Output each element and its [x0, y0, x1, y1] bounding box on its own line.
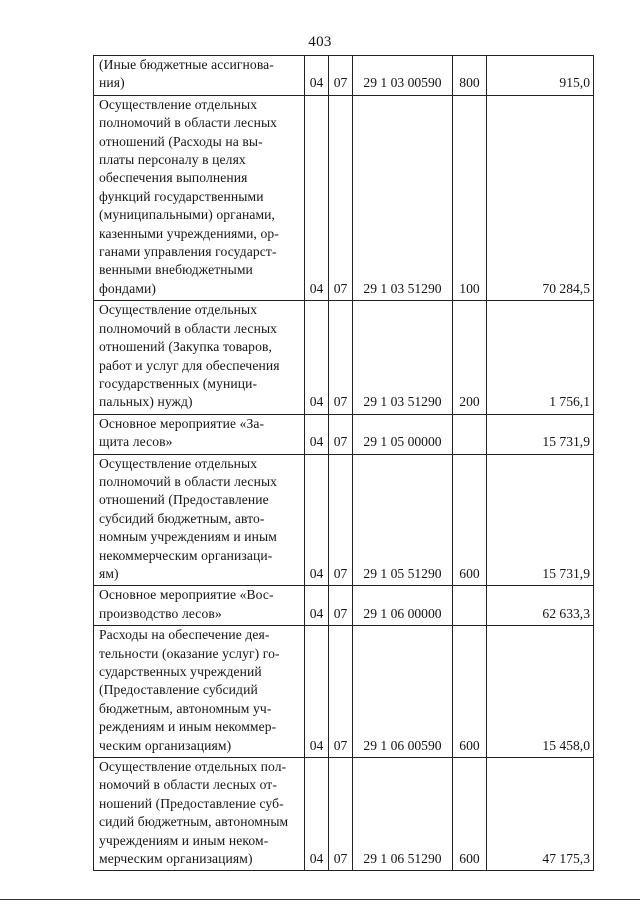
- table-row: [94, 454, 594, 586]
- item-name-line: ческим организациям): [99, 737, 232, 753]
- expense-type-cell: 600: [453, 758, 487, 871]
- expense-type-cell: [453, 414, 487, 454]
- item-name-line: тельности (оказание услуг) го-: [99, 645, 280, 661]
- budget-table-body: [94, 56, 594, 871]
- razdel-cell: 04: [305, 454, 329, 586]
- item-name-line: отношений (Закупка товаров,: [99, 339, 272, 355]
- item-name-line: (муниципальными) органами,: [99, 207, 276, 223]
- item-name-line: полномочий в области лесных: [99, 473, 278, 489]
- podrazdel-cell: 07: [329, 301, 353, 414]
- item-name-line: ния): [99, 75, 125, 91]
- item-name-line: государственных (муници-: [99, 375, 258, 391]
- item-name-line: щита лесов»: [99, 434, 173, 450]
- item-name-line: Осуществление отдельных: [99, 302, 258, 318]
- amount-cell: 70 284,5: [487, 95, 594, 300]
- podrazdel-cell: 07: [329, 56, 353, 96]
- item-name-line: реждениям и иным некоммер-: [99, 719, 277, 735]
- target-article-cell: 29 1 03 00590: [353, 56, 453, 96]
- expense-type-cell: 100: [453, 95, 487, 300]
- item-name-line: полномочий в области лесных: [99, 320, 278, 336]
- item-name-line: функций государственными: [99, 188, 264, 204]
- amount-cell: 62 633,3: [487, 586, 594, 626]
- item-name-line: ганами управления государст-: [99, 244, 277, 260]
- amount-cell: 15 458,0: [487, 626, 594, 758]
- item-name-line: казенными учреждениями, ор-: [99, 225, 279, 241]
- table-row: [94, 626, 594, 758]
- item-name-line: сидий бюджетным, автономным: [99, 814, 289, 830]
- expense-type-cell: 800: [453, 56, 487, 96]
- podrazdel-cell: 07: [329, 95, 353, 300]
- item-name-line: Расходы на обеспечение дея-: [99, 627, 270, 643]
- razdel-cell: 04: [305, 95, 329, 300]
- target-article-cell: 29 1 06 51290: [353, 758, 453, 871]
- item-name-line: мерческим организациям): [99, 851, 253, 867]
- table-row: [94, 758, 594, 871]
- expense-type-cell: [453, 586, 487, 626]
- item-name-line: Осуществление отдельных: [99, 455, 258, 471]
- item-name-line: венными внебюджетными: [99, 262, 253, 278]
- item-name-line: платы персоналу в целях: [99, 152, 246, 168]
- item-name-line: (Предоставление субсидий: [99, 682, 258, 698]
- amount-cell: 47 175,3: [487, 758, 594, 871]
- target-article-cell: 29 1 06 00000: [353, 586, 453, 626]
- item-name-line: Осуществление отдельных: [99, 96, 258, 112]
- table-row: [94, 414, 594, 454]
- razdel-cell: 04: [305, 586, 329, 626]
- podrazdel-cell: 07: [329, 454, 353, 586]
- page-bottom-rule: [0, 899, 640, 900]
- podrazdel-cell: 07: [329, 414, 353, 454]
- target-article-cell: 29 1 03 51290: [353, 301, 453, 414]
- item-name-line: сударственных учреждений: [99, 664, 262, 679]
- table-row: [94, 301, 594, 414]
- item-name-line: пальных) нужд): [99, 394, 193, 410]
- item-name-line: фондами): [99, 280, 157, 296]
- budget-table: [93, 55, 594, 871]
- table-row: [94, 56, 594, 96]
- expense-type-cell: 200: [453, 301, 487, 414]
- item-name-line: учреждениям и иным неком-: [99, 832, 269, 848]
- item-name-line: отношений (Расходы на вы-: [99, 133, 263, 149]
- item-name-line: номным учреждениям и иным: [99, 529, 277, 545]
- amount-cell: 1 756,1: [487, 301, 594, 414]
- item-name-line: Основное мероприятие «Вос-: [99, 587, 274, 603]
- item-name-line: полномочий в области лесных: [99, 115, 278, 131]
- podrazdel-cell: 07: [329, 626, 353, 758]
- expense-type-cell: 600: [453, 626, 487, 758]
- target-article-cell: 29 1 06 00590: [353, 626, 453, 758]
- target-article-cell: 29 1 05 00000: [353, 414, 453, 454]
- razdel-cell: 04: [305, 626, 329, 758]
- item-name-line: Основное мероприятие «За-: [99, 415, 265, 431]
- item-name-cell: [94, 758, 305, 871]
- item-name-cell: [94, 56, 305, 96]
- item-name-cell: [94, 626, 305, 758]
- item-name-line: некоммерческим организаци-: [99, 547, 273, 563]
- item-name-cell: [94, 414, 305, 454]
- amount-cell: 15 731,9: [487, 454, 594, 586]
- target-article-cell: 29 1 05 51290: [353, 454, 453, 586]
- item-name-cell: [94, 301, 305, 414]
- item-name-cell: [94, 586, 305, 626]
- table-row: [94, 586, 594, 626]
- razdel-cell: 04: [305, 414, 329, 454]
- item-name-line: ям): [99, 565, 119, 581]
- razdel-cell: 04: [305, 301, 329, 414]
- podrazdel-cell: 07: [329, 758, 353, 871]
- item-name-line: ношений (Предоставление суб-: [99, 795, 284, 811]
- amount-cell: 15 731,9: [487, 414, 594, 454]
- item-name-line: (Иные бюджетные ассигнова-: [99, 57, 274, 72]
- razdel-cell: 04: [305, 56, 329, 96]
- amount-cell: 915,0: [487, 56, 594, 96]
- item-name-cell: [94, 454, 305, 586]
- item-name-line: обеспечения выполнения: [99, 170, 248, 186]
- item-name-line: бюджетным, автономным уч-: [99, 700, 272, 716]
- item-name-line: субсидий бюджетным, авто-: [99, 510, 265, 526]
- page-number: 403: [308, 34, 332, 50]
- razdel-cell: 04: [305, 758, 329, 871]
- item-name-line: номочий в области лесных от-: [99, 777, 277, 793]
- item-name-line: Осуществление отдельных пол-: [99, 759, 287, 775]
- item-name-cell: [94, 95, 305, 300]
- podrazdel-cell: 07: [329, 586, 353, 626]
- target-article-cell: 29 1 03 51290: [353, 95, 453, 300]
- item-name-line: производство лесов»: [99, 605, 222, 621]
- table-row: [94, 95, 594, 300]
- item-name-line: отношений (Предоставление: [99, 492, 269, 508]
- expense-type-cell: 600: [453, 454, 487, 586]
- item-name-line: работ и услуг для обеспечения: [99, 357, 280, 373]
